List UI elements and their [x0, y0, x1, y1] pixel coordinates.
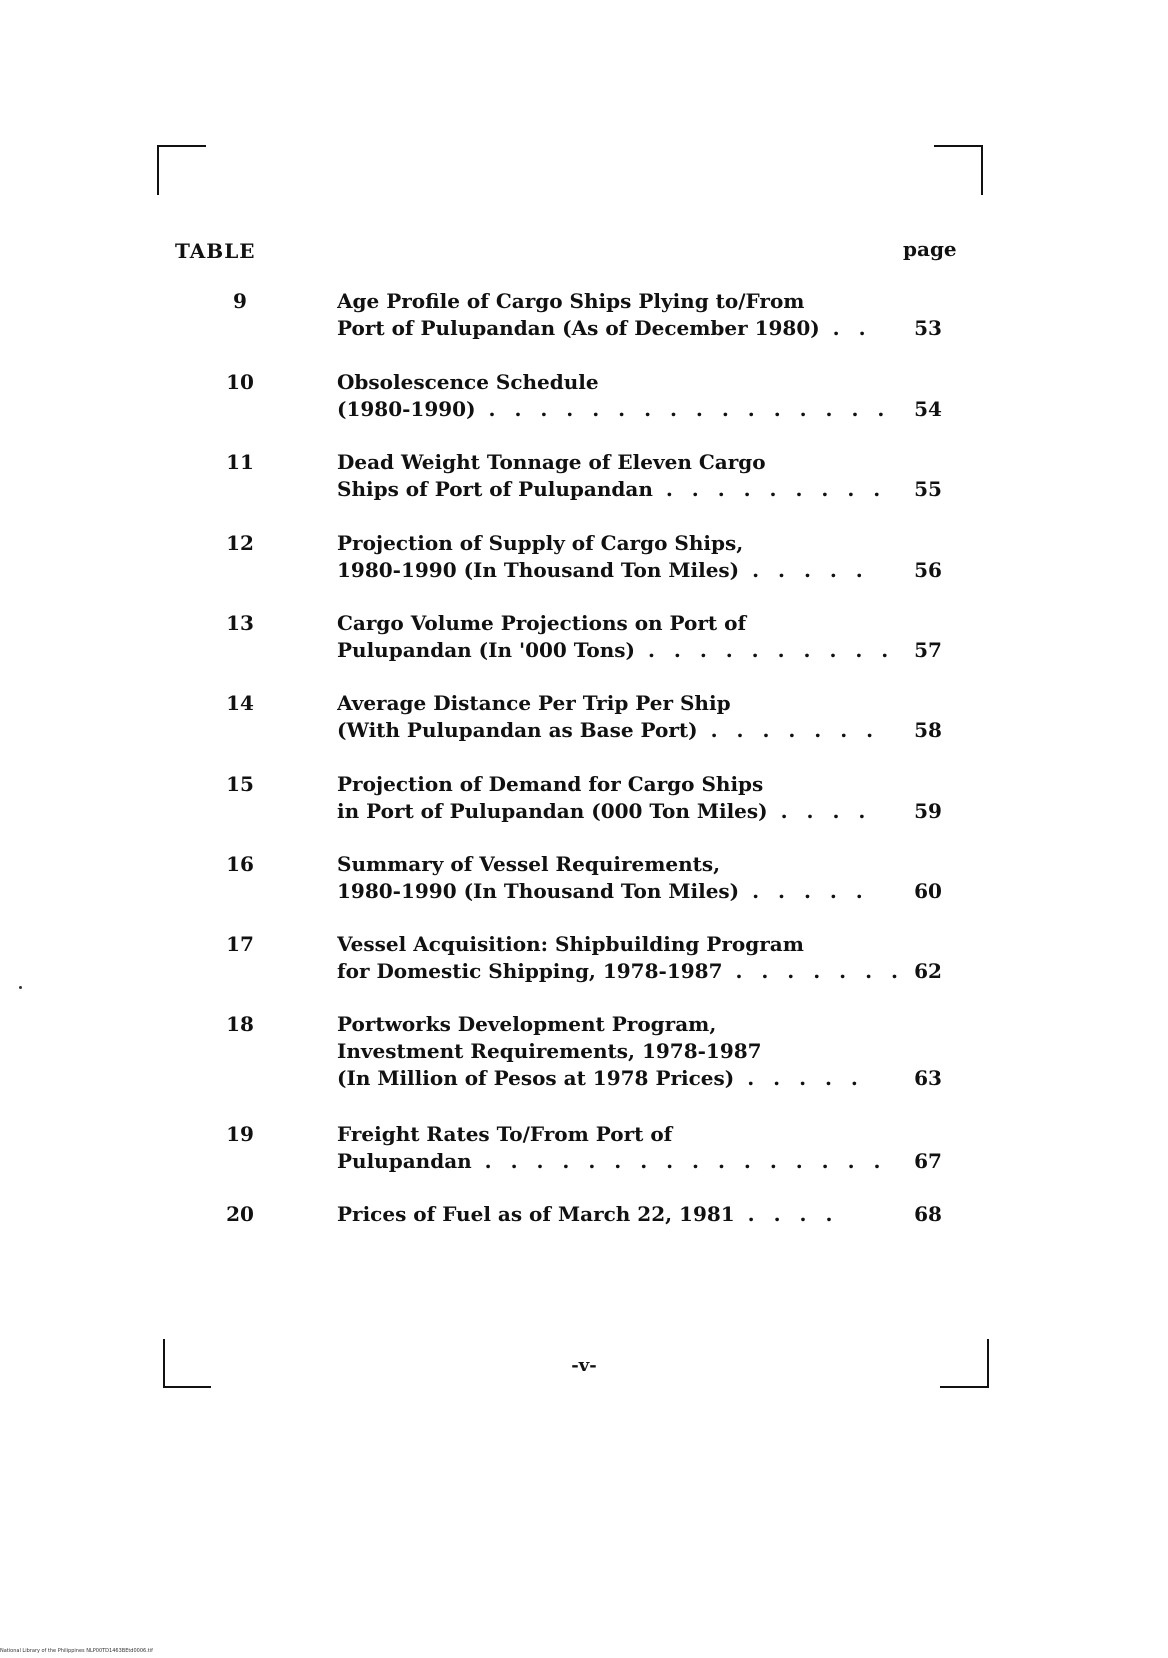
title-text: 1980-1990 (In Thousand Ton Miles)	[337, 558, 740, 582]
crop-mark-bottom-left	[163, 1339, 211, 1388]
table-title-line	[337, 690, 937, 717]
title-text: (In Million of Pesos at 1978 Prices)	[337, 1066, 735, 1090]
title-text: Pulupandan (In '000 Tons)	[337, 638, 635, 662]
table-title-line	[337, 1121, 937, 1148]
title-text: Projection of Demand for Cargo Ships	[337, 772, 764, 796]
title-text: Age Profile of Cargo Ships Plying to/From	[337, 289, 805, 313]
leader-dots: . . . . . . .	[697, 718, 880, 742]
table-title-line	[337, 1148, 937, 1175]
crop-mark-top-left	[157, 145, 206, 195]
page-ref: 55	[914, 477, 942, 501]
page-ref: 59	[914, 799, 942, 823]
crop-mark-top-right	[934, 145, 983, 195]
leader-dots: . . . . . . . . . . . . . . . .	[471, 1149, 887, 1173]
table-title-line	[337, 1011, 937, 1038]
title-text: Portworks Development Program,	[337, 1012, 717, 1036]
title-text: (1980-1990)	[337, 397, 476, 421]
table-title-line	[337, 958, 937, 985]
table-title-line	[337, 396, 937, 423]
table-title-line	[337, 1038, 937, 1065]
table-number: 20	[226, 1202, 254, 1226]
table-title-line	[337, 610, 937, 637]
table-title-line	[337, 931, 937, 958]
table-number: 11	[226, 450, 254, 474]
table-number: 17	[226, 932, 254, 956]
leader-dots: . . . .	[734, 1202, 839, 1226]
title-text: Port of Pulupandan (As of December 1980)	[337, 316, 820, 340]
table-title-line	[337, 530, 937, 557]
title-text: Obsolescence Schedule	[337, 370, 599, 394]
page-ref: 53	[914, 316, 942, 340]
title-text: Pulupandan	[337, 1149, 472, 1173]
table-number: 10	[226, 370, 254, 394]
leader-dots: . .	[819, 316, 872, 340]
page-ref: 60	[914, 879, 942, 903]
table-number: 9	[233, 289, 247, 313]
title-text: (With Pulupandan as Base Port)	[337, 718, 698, 742]
table-title-line	[337, 476, 937, 503]
leader-dots: . . . . .	[734, 1066, 864, 1090]
table-column-header: TABLE	[175, 239, 256, 263]
title-text: Prices of Fuel as of March 22, 1981	[337, 1202, 735, 1226]
title-text: Average Distance Per Trip Per Ship	[337, 691, 731, 715]
table-title-line	[337, 878, 937, 905]
page-ref: 54	[914, 397, 942, 421]
page-column-header: page	[903, 237, 957, 261]
title-text: Summary of Vessel Requirements,	[337, 852, 721, 876]
page-ref: 63	[914, 1066, 942, 1090]
table-title-line	[337, 851, 937, 878]
crop-mark-bottom-right	[940, 1339, 989, 1388]
table-title-line	[337, 288, 937, 315]
title-text: Freight Rates To/From Port of	[337, 1122, 673, 1146]
title-text: Vessel Acquisition: Shipbuilding Program	[337, 932, 804, 956]
leader-dots: . . . .	[767, 799, 872, 823]
title-text: Cargo Volume Projections on Port of	[337, 611, 747, 635]
scan-footer: National Library of the Philippines NLP00TD1463BEtd0006.tif	[0, 1648, 153, 1654]
table-title-line	[337, 449, 937, 476]
leader-dots: . . . . . . .	[722, 959, 904, 983]
leader-dots: . . . . .	[739, 879, 869, 903]
title-text: Projection of Supply of Cargo Ships,	[337, 531, 744, 555]
page-ref: 62	[914, 959, 942, 983]
title-text: in Port of Pulupandan (000 Ton Miles)	[337, 799, 768, 823]
page-ref: 67	[914, 1149, 942, 1173]
table-number: 15	[226, 772, 254, 796]
title-text: Ships of Port of Pulupandan	[337, 477, 653, 501]
page-number: -v-	[571, 1355, 597, 1376]
table-number: 12	[226, 531, 254, 555]
scan-speck	[19, 986, 22, 989]
table-title-line	[337, 637, 937, 664]
table-number: 19	[226, 1122, 254, 1146]
leader-dots: . . . . . . . . . . . . . . . .	[475, 397, 891, 421]
table-title-line	[337, 1065, 937, 1092]
table-number: 18	[226, 1012, 254, 1036]
title-text: Investment Requirements, 1978-1987	[337, 1039, 762, 1063]
page-ref: 58	[914, 718, 942, 742]
table-number: 14	[226, 691, 254, 715]
table-title-line	[337, 717, 937, 744]
leader-dots: . . . . . . . . .	[652, 477, 887, 501]
page-ref: 68	[914, 1202, 942, 1226]
table-title-line	[337, 369, 937, 396]
table-title-line	[337, 557, 937, 584]
title-text: 1980-1990 (In Thousand Ton Miles)	[337, 879, 740, 903]
table-title-line	[337, 798, 937, 825]
page-ref: 56	[914, 558, 942, 582]
leader-dots: . . . . . . . . . .	[635, 638, 895, 662]
title-text: Dead Weight Tonnage of Eleven Cargo	[337, 450, 766, 474]
table-title-line	[337, 1201, 937, 1228]
table-number: 16	[226, 852, 254, 876]
title-text: for Domestic Shipping, 1978-1987	[337, 959, 723, 983]
table-number: 13	[226, 611, 254, 635]
table-title-line	[337, 771, 937, 798]
table-title-line	[337, 315, 937, 342]
leader-dots: . . . . .	[739, 558, 869, 582]
page-ref: 57	[914, 638, 942, 662]
